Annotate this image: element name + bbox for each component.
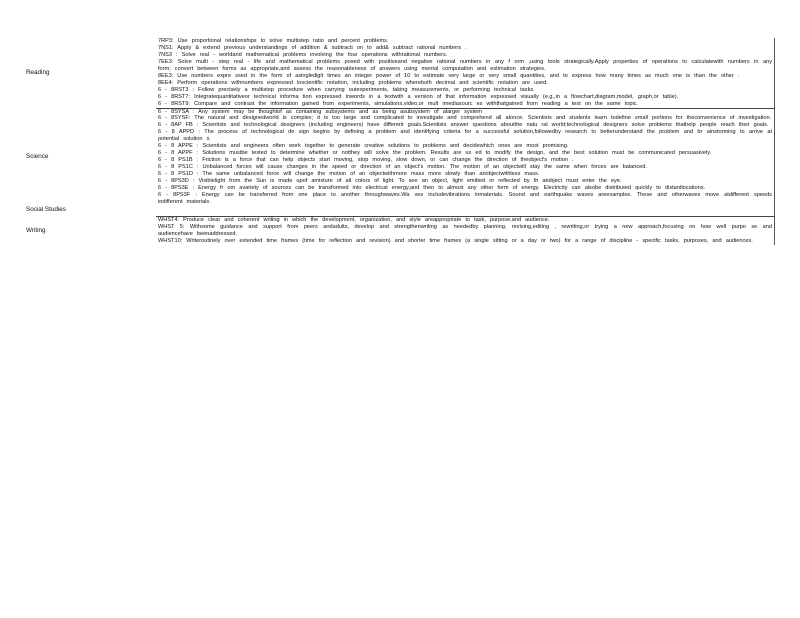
standard-line: 7RP3: Use proportional relationships to solve multistep ratio and percent problems.	[158, 38, 389, 44]
science-row	[22, 108, 775, 206]
standard-line: 6 - 8 PS1B : Friction is a force that can help objects start moving, stop moving, slow down, or can change the direction of theobject's motion .	[158, 157, 574, 164]
standard-line: 6 - 8 PS1C : Unbalanced forces will cause changes in the speed or direction of an object's motion. The motion of an objectwill stay the same when forces are balanced.	[158, 164, 647, 171]
standard-line: WHST10: Writeroutinely over extended time frames (time for reflection and revision) and shorter time frames (a single sitting or a day or two) for a range of discipline - specific tasks, purposes, and audiences.	[158, 237, 753, 244]
standard-line: 6 - 8RST9: Compare and contrast the information gained from experiments, simulations,video,or mult imediasourc es withthatgained from reading a text on the same topic.	[158, 100, 639, 107]
standard-line: 8EE4: Perform operations withnumbers expressed inscientific notation, including problems whereboth decimal and scientific notation are used.	[158, 79, 548, 86]
standard-line: WHST4: Produce clear and coherent writing in which the development, organization, and style areappropriate to task, purpose,and audience.	[158, 216, 550, 223]
subject-label: Social Studies	[26, 205, 66, 213]
standards-cell	[156, 38, 775, 108]
standard-line: 6 - 8SYSF: The natural and designedworld is complex; it is too large and complicated to investigate and comprehend all atonce. Scientists and students learn todefine small portions for theconvenience of investigation.	[158, 115, 772, 122]
standard-line: 6 - 8PS3F : Energy can be transferred from one place to another throughwaves.Wa ves includevibrations inmaterials. Sound and earthquake waves areexamples. These and otherwaves move atdifferent speeds indifferent materials.	[158, 191, 772, 205]
standard-line: 6 - 8PS3E : Energy fr om avariety of sources can be transformed into electrical energy,and then to almost any other form of energy. Electricity can alsobe distributed quickly to distantlocations.	[158, 185, 706, 192]
writing-row	[22, 216, 775, 244]
standard-line: 6 - 8 APPD : The process of technological de sign begins by defining a problem and identifying criteria for a successful solution,followedby research to betterunderstand the problem and br ainstorming to arrive at potential solution s.	[158, 129, 772, 143]
standard-line: 7NS3 : Solve real - worldand mathematical problems involving the four operations withrational numbers.	[158, 51, 448, 58]
standard-line: 7NS1: Apply & extend previous understandings of addition & subtracti on to add& subtract rational numbers .	[158, 44, 467, 51]
standards-table	[22, 38, 775, 245]
standards-cell	[156, 216, 775, 244]
standard-line: 6 - 8SYSA : Any system may be thoughtof as containing subsystems and as being asubsystem of alarger system	[158, 108, 482, 115]
reading-row	[22, 38, 775, 108]
standard-line: 6 - 8RST3 : Follow precisely a multistep procedure when carrying outexperiments, taking measurements, or performing technical tasks.	[158, 86, 535, 93]
subject-label: Science	[26, 153, 49, 161]
standards-cell	[156, 108, 775, 206]
standard-line: 6 - 8 PS1D : The same unbalanced force will change the motion of an objectwithmore mass more slowly than anobjectwithless mass.	[158, 171, 540, 178]
standard-line: 6 - 8RST7: Integratequantitativeor technical informa tion expressed inwords in a textwith a version of that information expressed visually (e.g.,in a flowchart,diagram,model, graph,or table).	[158, 93, 679, 100]
social-studies-row	[22, 206, 775, 217]
subject-label: Writing	[26, 226, 46, 234]
standard-line: 8EE3: Use numbers expre ssed in the form of asingledigit times an integer power of 10 to estimate very large or very small quantities, and to express how many times as much one is than the other .	[158, 72, 740, 79]
subject-label: Reading	[26, 69, 50, 77]
standard-line: 6 - 8AP FB : Scientists and technological designers (including engineers) have different goals.Scientists answer questions aboutthe natu ral world;technological designers solve problems thathelp people reach their goals.	[158, 122, 769, 129]
standards-cell	[156, 206, 775, 217]
standard-line: WHST 5: Withsome guidance and support from peers andadults, develop and strengthenwriting as neededby planning, revising,editing , rewriting,or trying a new approach,focusing on how well purpo se and audiencehave beenaddressed.	[158, 223, 772, 237]
standard-line: 7EE3: Solve multi - step real - life and mathematical problems posed with positiveand negative rational numbers in any f orm ,using tools strategically.Apply properties of operations to calculatewith numbers in any form; convert between forms as appropriate,and assess the reasonableness of answers using mental computation and estimation strategies.	[158, 58, 772, 72]
standard-line: 6 - 8 APPE : Scientists and engineers often work together to generate creative solutions to problems and decidewhich ones are most promising.	[158, 143, 569, 150]
standard-line: 6 - 8PS3D : Visiblelight from the Sun is made upof amixture of all colors of light. To see an object, light emitted or reflected by th atobject must enter the eye.	[158, 178, 622, 185]
standard-line: 6 - 8 APPF : Solutions mustbe tested to determine whether or notthey will solve the problem. Results are us ed to modify the design, and the best solution must be communicated persuasively.	[158, 150, 712, 157]
